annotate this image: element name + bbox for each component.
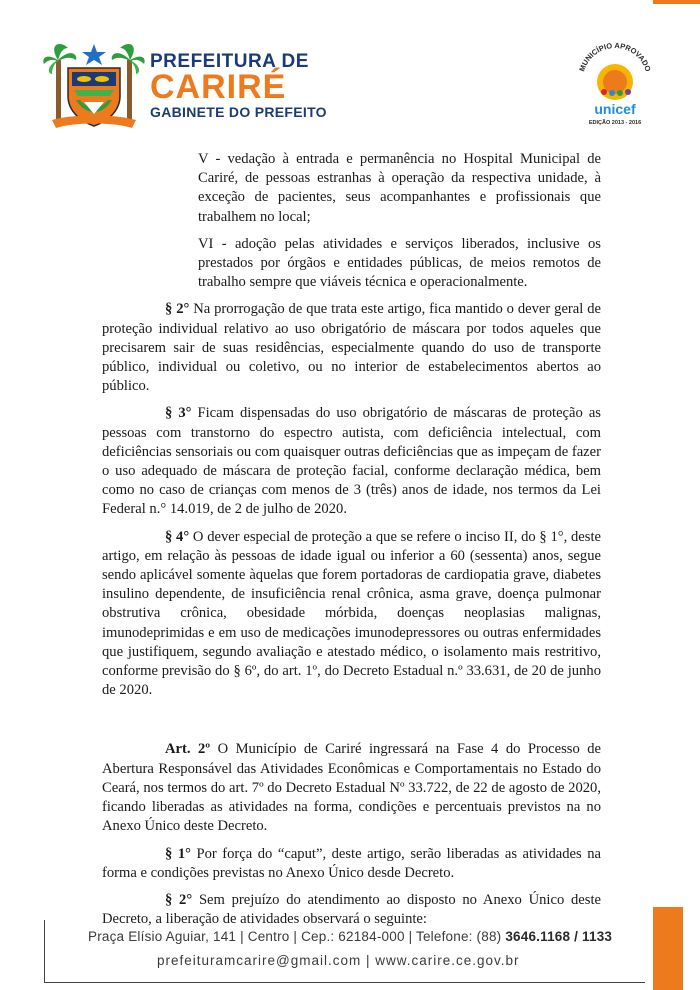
brand-title-small: PREFEITURA DE (150, 51, 309, 72)
paragraph-text: Por força do “caput”, deste artigo, serão liberadas as atividades na forma e condições previstas no Anexo Único desde Decreto. (102, 845, 601, 881)
paragraph-inciso-vi: VI - adoção pelas atividades e serviços liberados, inclusive os prestados por órgãos e entidades públicas, de meios remotos de trabalho sempre que viáveis técnica e operacionalmente. (198, 235, 601, 291)
decree-body (102, 150, 601, 929)
section-mark: § 3° (165, 405, 192, 422)
paragraph-par-3 (102, 404, 601, 519)
letterhead-brand (150, 52, 327, 120)
paragraph-text: Sem prejuízo do atendimento ao disposto no Anexo Único deste Decreto, a liberação de atividades observará o seguinte: (102, 891, 601, 928)
footer-web-contacts: prefeituramcarire@gmail.com | www.carire.ce.gov.br (157, 953, 520, 968)
municipal-coat-of-arms-icon (42, 30, 146, 132)
letterhead (0, 0, 700, 140)
brand-subtitle: GABINETE DO PREFEITO (150, 104, 327, 120)
paragraph-art-2-par-1 (102, 845, 601, 883)
seal-edition-text: EDIÇÃO 2013 - 2016 (588, 120, 642, 126)
seal-brand-text: unicef (594, 101, 636, 117)
section-mark: § 1° (165, 845, 191, 862)
paragraph-inciso-v: V - vedação à entrada e permanência no Hospital Municipal de Cariré, de pessoas estranhas à operação da respectiva unidade, à exceção de pacientes, seus acompanhantes e profissionais que trabalhem no local; (198, 151, 601, 225)
paragraph-text: O dever especial de proteção a que se refere o inciso II, do § 1°, deste artigo, em relação às pessoas de idade igual ou inferior a 60 (sessenta) anos, segue sendo aplicável somente àquelas que forem portadoras de cardiopatia grave, diabetes insulino dependente, de insuficiência renal crônica, asma grave, doença pulmonar obstrutiva crônica, obesidade mórbida, doenças neoplasias malignas, imunodeprimidas e em uso de medicações imunodepressores ou outras enfermidades que justifiquem, segundo avaliação e atestado médico, o isolamento mais restritivo, conforme previsão do § 6º, do art. 1º, do Decreto Estadual n.º 33.631, de 20 de junho de 2020. (102, 528, 601, 699)
footer-phones: 3646.1168 / 1133 (505, 929, 613, 944)
footer-address (88, 929, 628, 944)
footer-accent-bar (653, 907, 683, 990)
section-mark: § 2° (165, 891, 193, 908)
section-mark: § 4° (165, 528, 190, 545)
paragraph-par-2 (102, 300, 601, 396)
paragraph-text: O Município de Cariré ingressará na Fase 4 do Processo de Abertura Responsável das Atividades Econômicas e Comportamentais no Estado do Ceará, nos termos do art. 7º do Decreto Estadual Nº 33.722, de 22 de agosto de 2020, ficando liberadas as atividades na forma, condições e percentuais previstos na no Anexo Único deste Decreto. (102, 741, 601, 835)
paragraph-text: Ficam dispensadas do uso obrigatório de máscaras de proteção as pessoas com transtorno do espectro autista, com deficiência intelectual, com deficiências sensoriais ou com quaisquer outras deficiências que as impeçam de fazer o uso adequado de máscara de proteção facial, conforme declaração médica, bem como no caso de crianças com menos de 3 (três) anos de idade, nos termos da Lei Federal n.° 14.019, de 2 de julho de 2020. (102, 405, 601, 518)
brand-city-name: CARIRÉ (150, 68, 287, 106)
paragraph-text: Na prorrogação de que trata este artigo, fica mantido o dever geral de proteção individual relativo ao uso obrigatório de máscara por todos aqueles que precisarem sair de suas residências, especialmente quando do uso de transporte público, individual ou coletivo, ou no interior de estabelecimentos abertos ao público. (102, 301, 601, 395)
section-mark: § 2° (165, 301, 190, 318)
footer-address-text: Praça Elísio Aguiar, 141 | Centro | Cep.: 62184-000 | Telefone: (88) (88, 929, 506, 944)
paragraph-art-2 (102, 740, 601, 836)
unicef-municipio-aprovado-seal-icon (575, 36, 655, 132)
article-mark: Art. 2º (165, 741, 211, 758)
paragraph-par-4 (102, 528, 601, 701)
seal-arc-label: MUNICÍPIO APROVADO (577, 40, 653, 73)
